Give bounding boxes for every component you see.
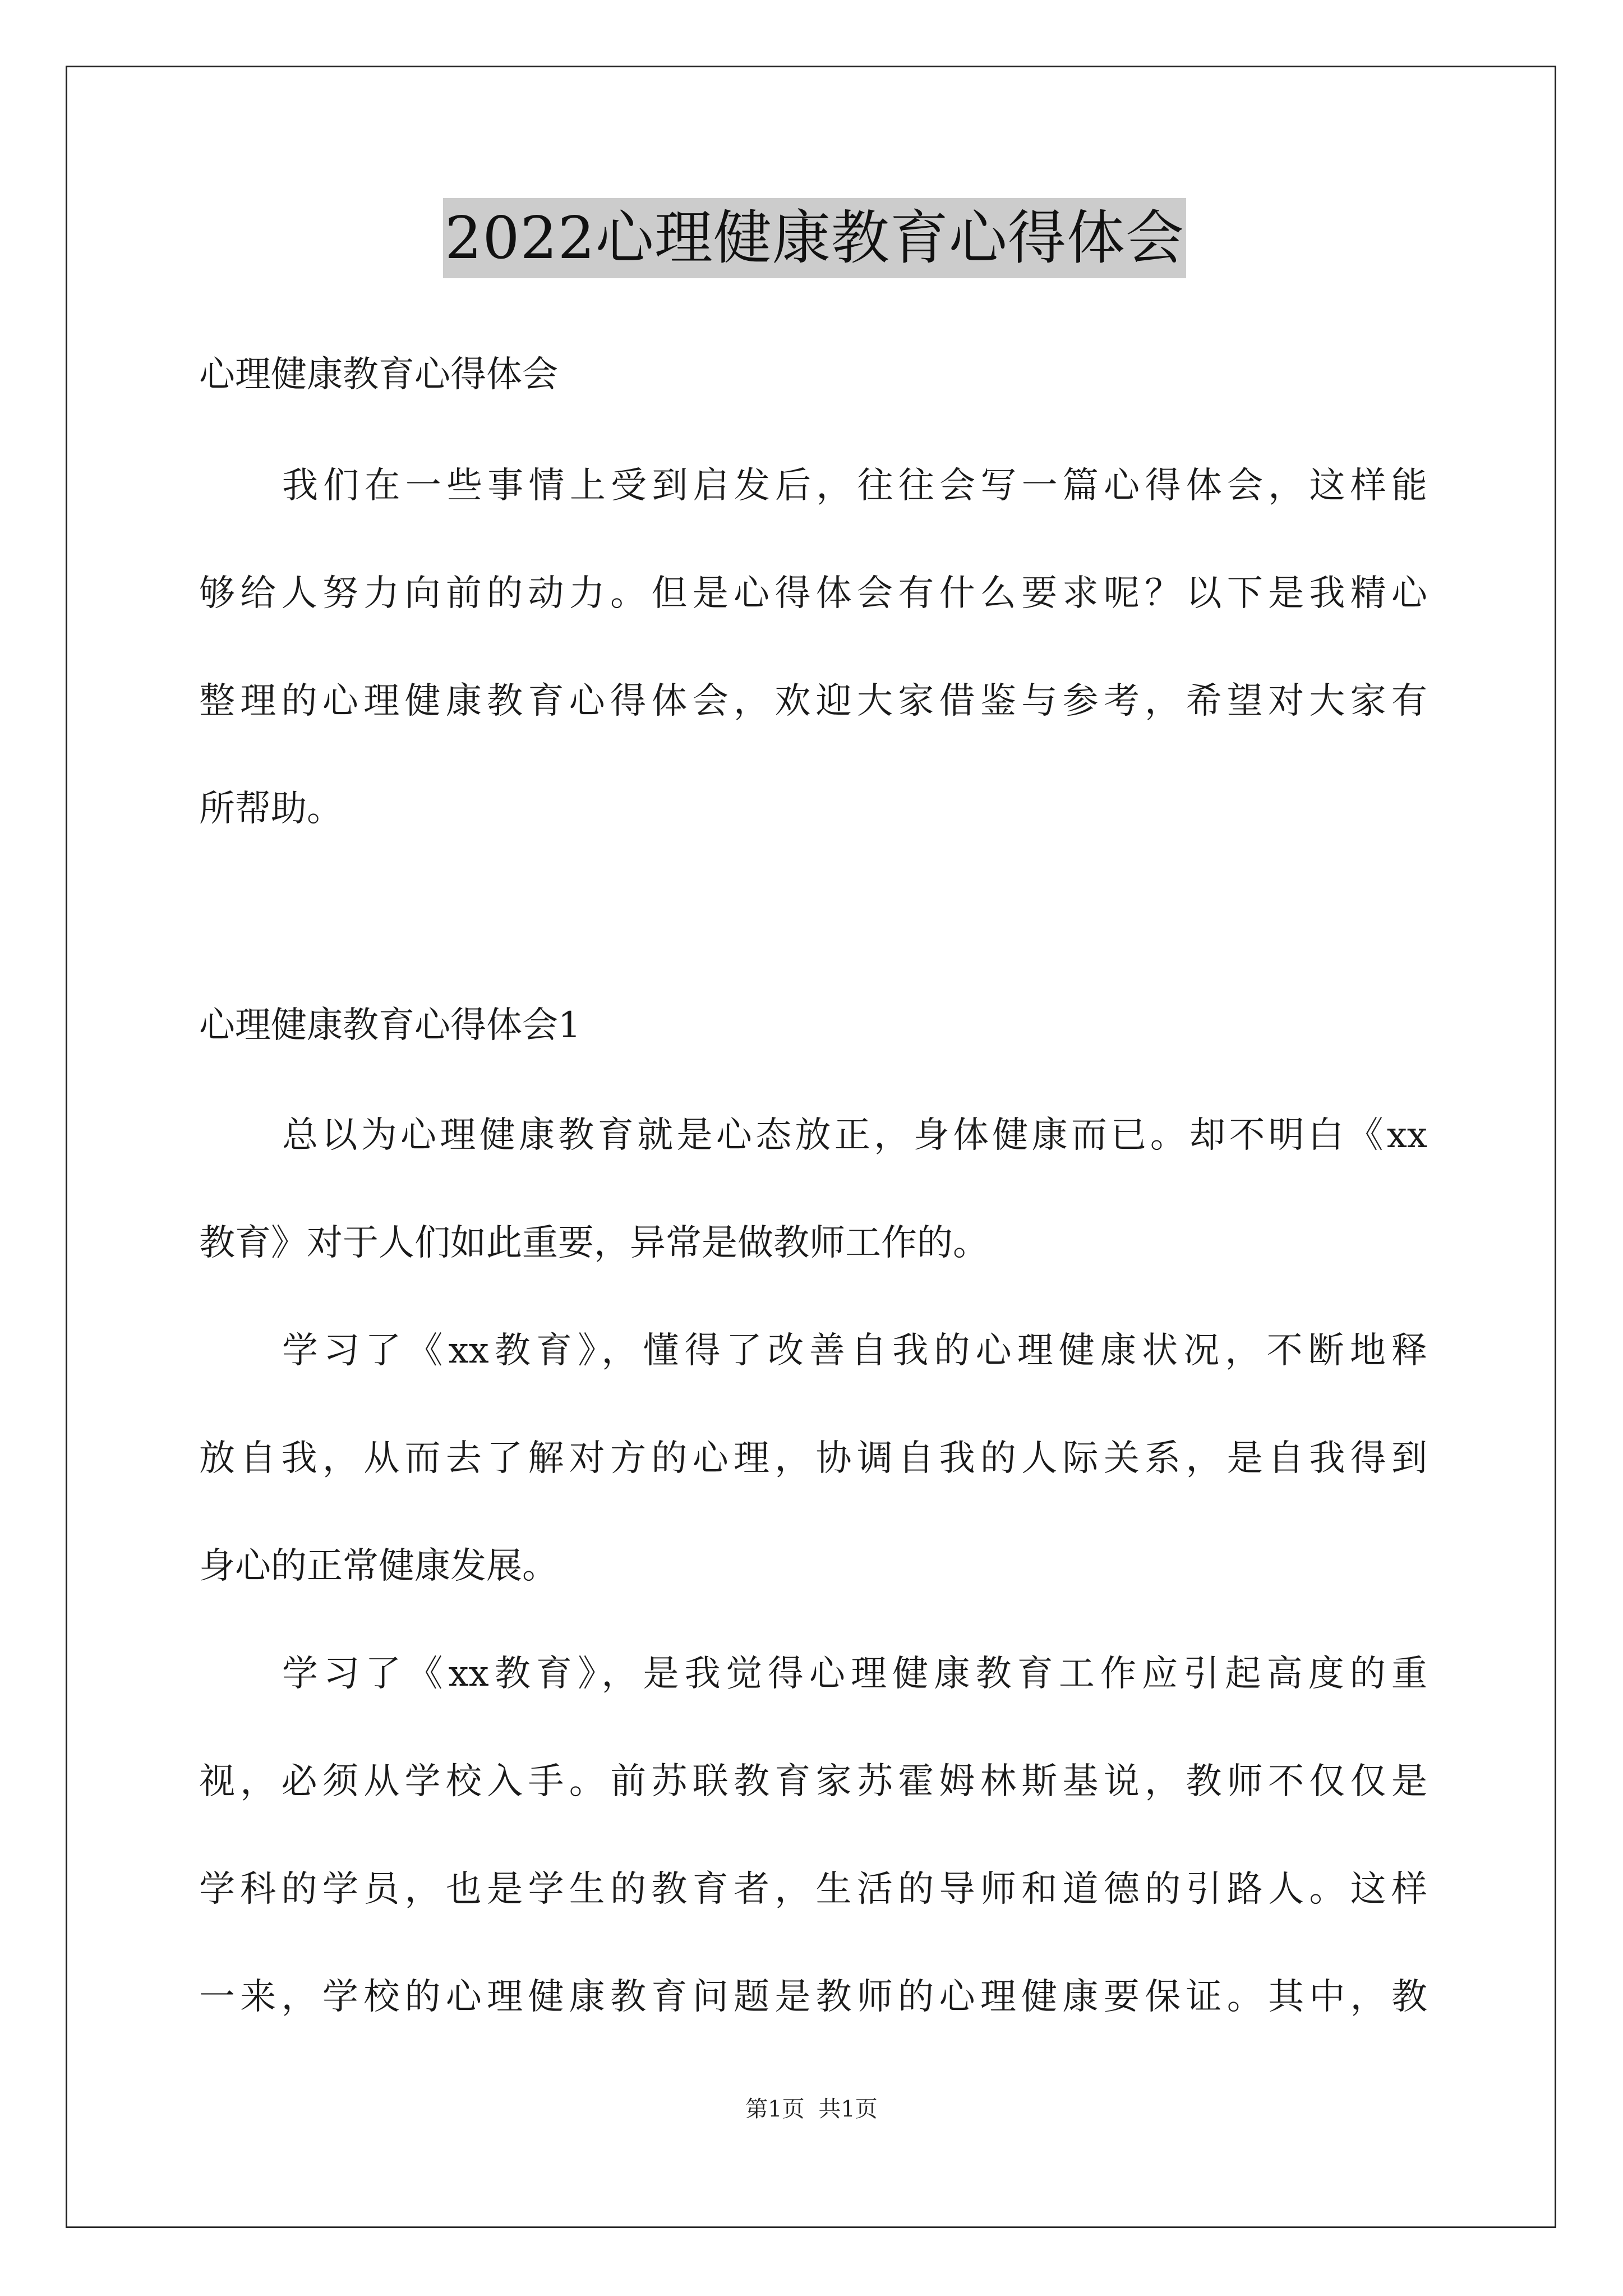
paragraph-line: 身心的正常健康发展。 [199,1545,558,1587]
paragraph-line: 总以为心理健康教育就是心态放正，身体健康而已。却不明白《xx [282,1115,1427,1156]
paragraph-line: 所帮助。 [199,788,343,830]
page-footer [0,2092,1623,2126]
paragraph-line: 够给人努力向前的动力。但是心得体会有什么要求呢？以下是我精心 [199,573,1427,614]
paragraph-line: 学习了《xx教育》，懂得了改善自我的心理健康状况，不断地释 [282,1330,1427,1372]
page-number: 第1页 [745,2096,805,2122]
paragraph-line: 放自我，从而去了解对方的心理，协调自我的人际关系，是自我得到 [199,1438,1427,1479]
document-title: 2022心理健康教育心得体会 [443,198,1186,278]
paragraph-line: 一来，学校的心理健康教育问题是教师的心理健康要保证。其中，教 [199,1976,1427,2018]
page-total: 共1页 [818,2096,878,2122]
paragraph-line: 整理的心理健康教育心得体会，欢迎大家借鉴与参考，希望对大家有 [199,680,1427,722]
paragraph-line: 学科的学员，也是学生的教育者，生活的导师和道德的引路人。这样 [199,1869,1427,1910]
paragraph-line: 我们在一些事情上受到启发后，往往会写一篇心得体会，这样能 [282,465,1427,507]
paragraph-line: 视，必须从学校入手。前苏联教育家苏霍姆林斯基说，教师不仅仅是 [199,1761,1427,1802]
paragraph-line: 教育》对于人们如此重要，异常是做教师工作的。 [199,1222,989,1264]
paragraph-line: 学习了《xx教育》，是我觉得心理健康教育工作应引起高度的重 [282,1653,1427,1695]
section-heading: 心理健康教育心得体会 [199,354,558,395]
section-heading: 心理健康教育心得体会1 [199,1005,581,1046]
